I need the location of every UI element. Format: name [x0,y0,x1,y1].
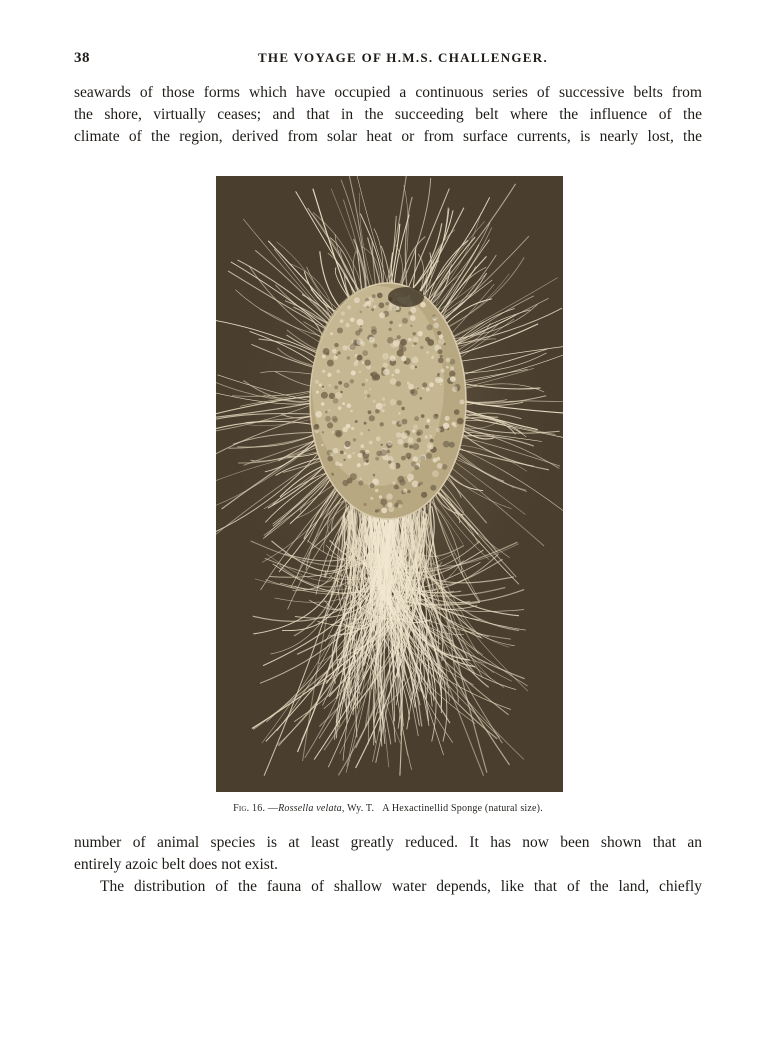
caption-species: Rossella velata [278,803,342,814]
caption-fig-number: Fig. 16. [233,803,266,814]
paragraph-bottom [74,832,702,876]
text-line: entirely azoic belt does not exist. [74,856,279,873]
paragraph-final [74,876,702,898]
text-line: seawards of those forms which have occupied a continuous series of successive belts from [74,84,702,101]
text-line: the shore, virtually ceases; and that in the succeeding belt where the influence of the [74,106,702,123]
text-line: climate of the region, derived from solar heat or from surface currents, is nearly lost, the [74,128,702,145]
figure-caption: Fig. 16. —Rossella velata, Wy. T. A Hexactinellid Sponge (natural size). [233,803,543,814]
running-title: THE VOYAGE OF H.M.S. CHALLENGER. [257,50,549,65]
caption-author: , Wy. T. [341,803,375,814]
text-line: number of animal species is at least greatly reduced. It has now been shown that an [74,834,702,851]
page-number: 38 [74,50,90,66]
caption-description: A Hexactinellid Sponge (natural size). [382,803,543,814]
sponge-figure [216,176,563,792]
paragraph-top [74,82,702,148]
text-line: The distribution of the fauna of shallow water depends, like that of the land, chiefly [100,878,702,895]
sponge-illustration-icon [216,176,563,792]
